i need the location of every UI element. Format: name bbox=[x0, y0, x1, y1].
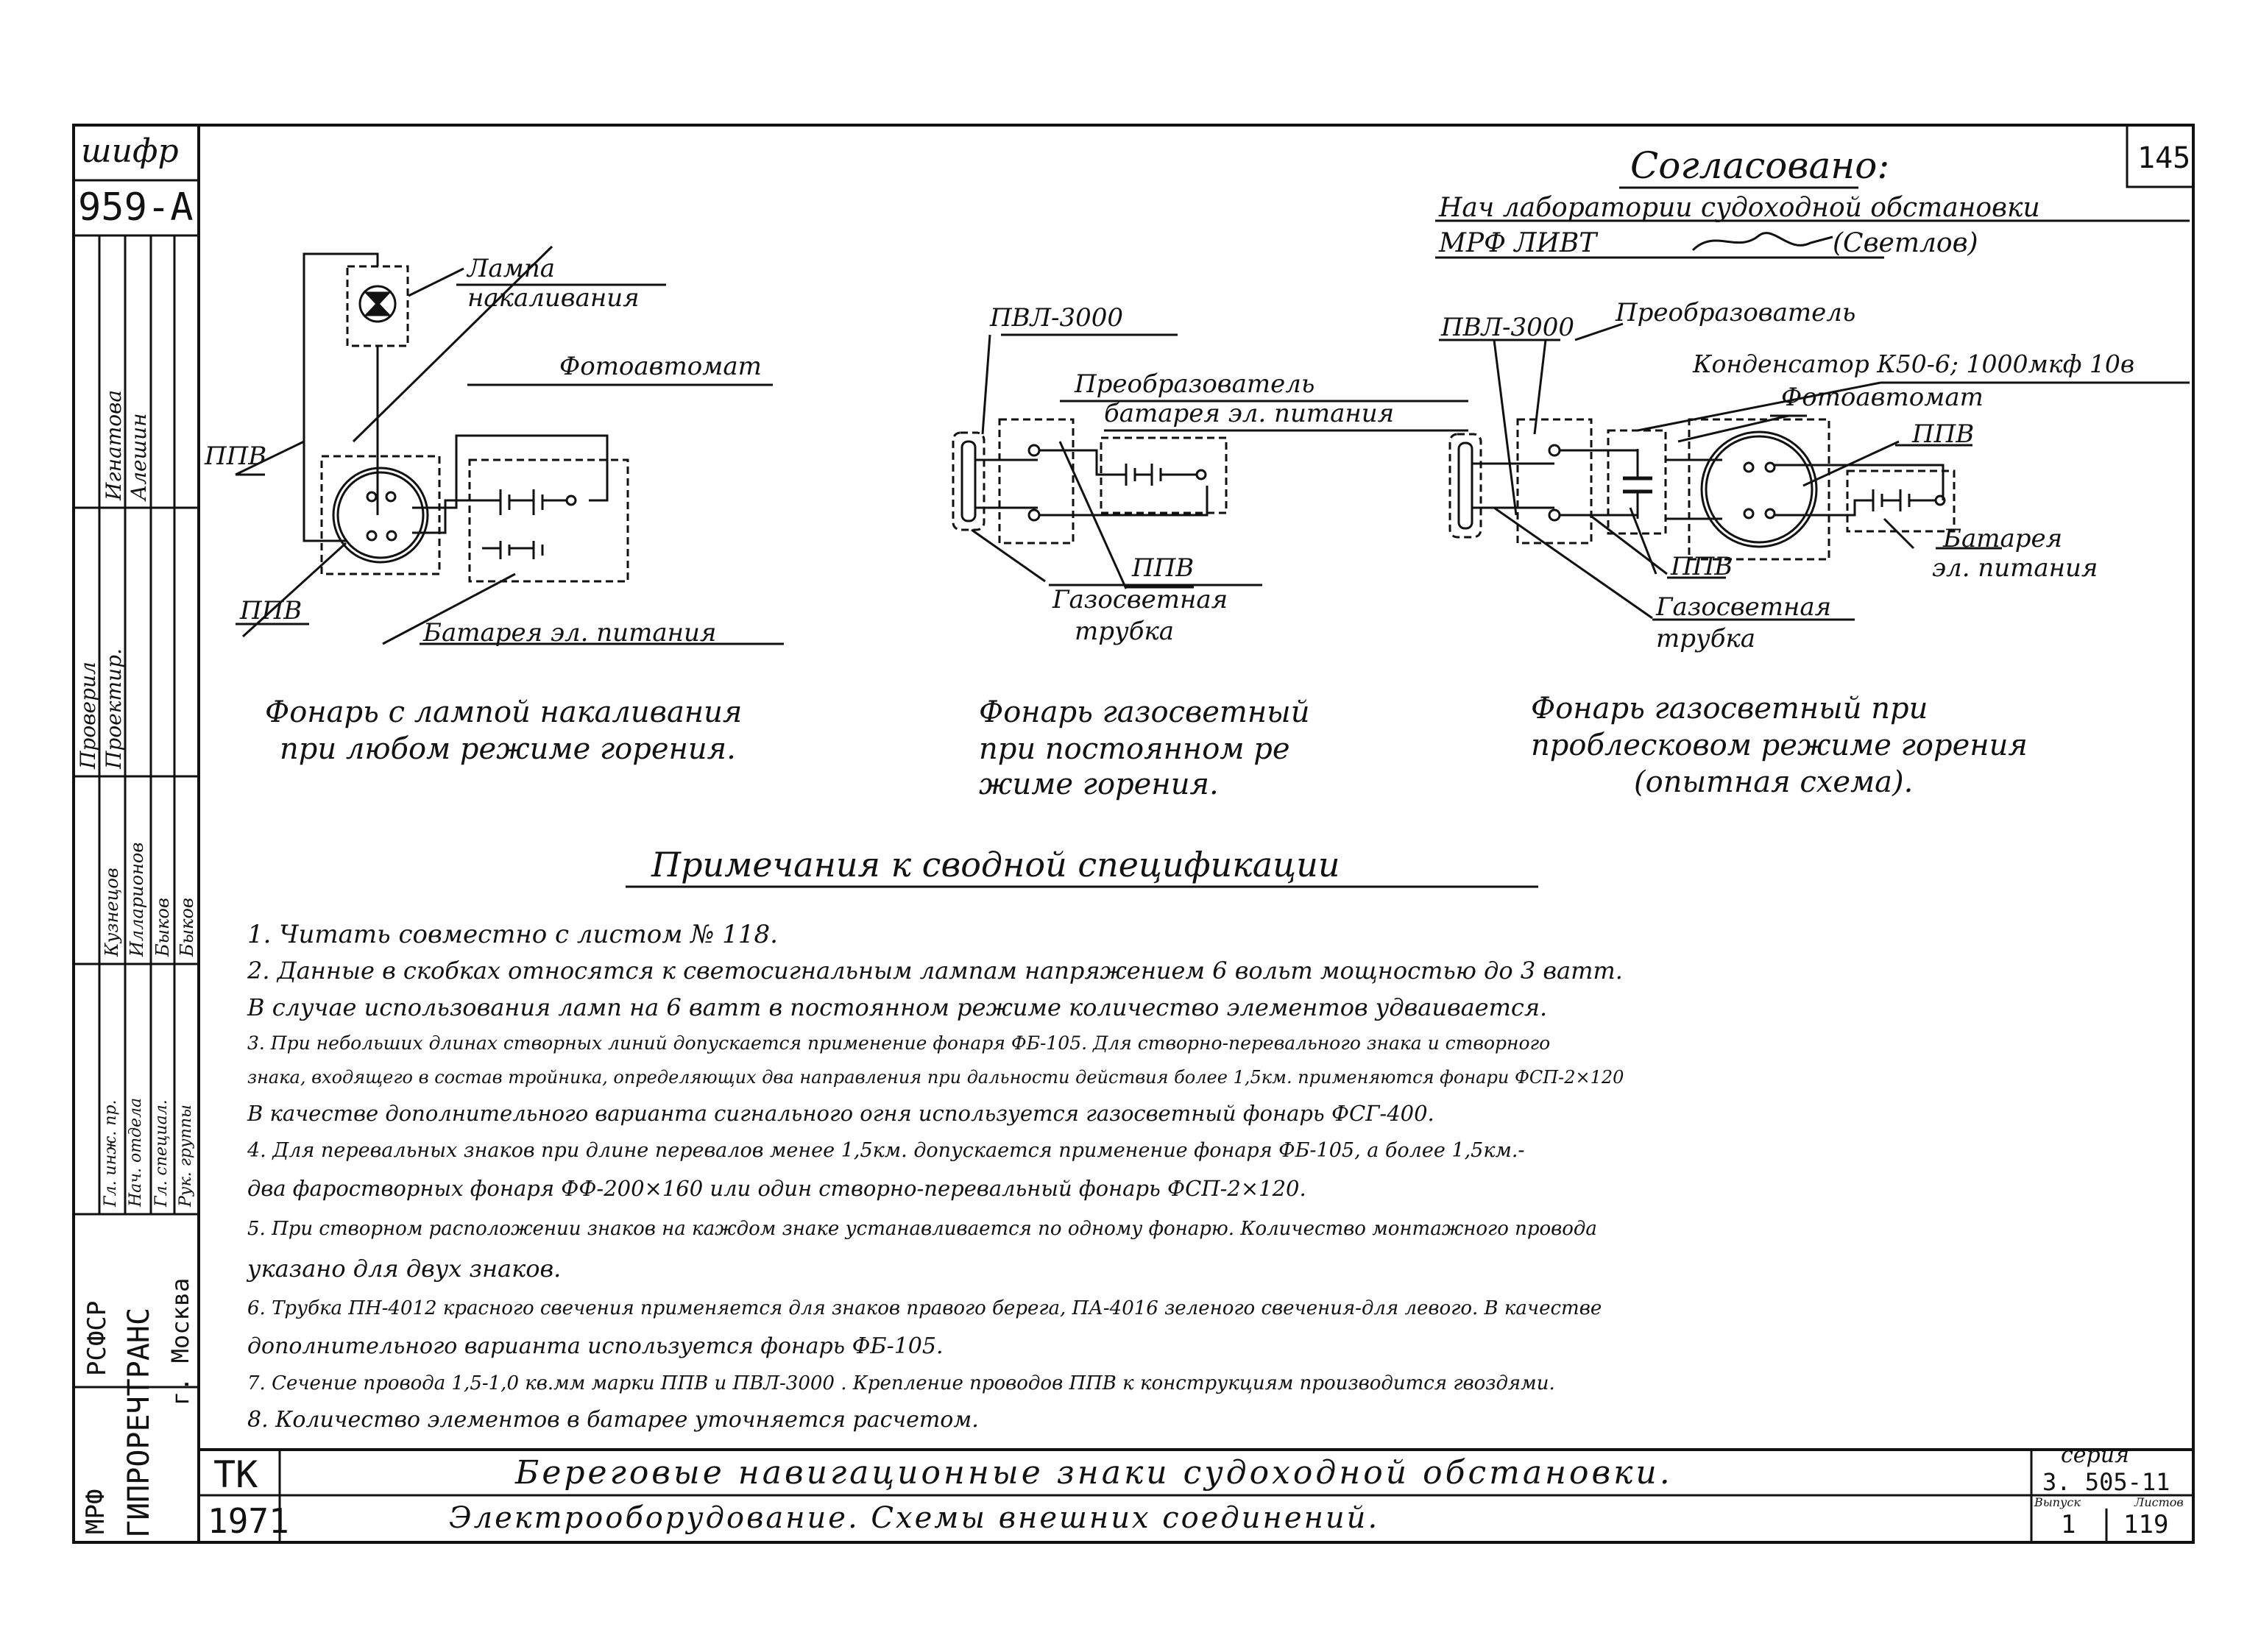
d1-lamp-label-1: Лампа bbox=[467, 254, 555, 283]
stamp-org-mrf: МРФ bbox=[81, 1489, 110, 1534]
stamp-role-checked: Проверил bbox=[76, 662, 100, 769]
stamp-org-giprorechtrans: ГИПРОРЕЧТРАНС bbox=[122, 1307, 156, 1538]
stamp-name-aleshin: Алешин bbox=[127, 413, 151, 500]
d3-pvl-label: ПВЛ-3000 bbox=[1441, 313, 1575, 342]
note-line-1: 1. Читать совместно с листом № 118. bbox=[247, 920, 778, 949]
d3-ppv-top: ППВ bbox=[1912, 419, 1975, 449]
approval-line-2: МРФ ЛИВТ bbox=[1439, 228, 1597, 258]
d1-lamp-label-2: накаливания bbox=[467, 283, 640, 313]
d3-caption-2: проблесковом режиме горения bbox=[1531, 728, 2028, 762]
d2-caption-2: при постоянном ре bbox=[979, 732, 1290, 766]
approval-line-1: Нач лаборатории судоходной обстановки bbox=[1439, 193, 2040, 223]
d2-caption-3: жиме горения. bbox=[979, 767, 1219, 801]
d1-ppv-top: ППВ bbox=[205, 442, 267, 471]
stamp-role-chief-engineer: Гл. инж. пр. bbox=[102, 1099, 120, 1207]
title-line-2: Электрооборудование. Схемы внешних соединений. bbox=[449, 1501, 1380, 1535]
d2-tube-1: Газосветная bbox=[1052, 585, 1228, 614]
d1-ppv-bottom: ППВ bbox=[240, 596, 302, 625]
d3-caption-3: (опытная схема). bbox=[1634, 765, 1914, 799]
d1-caption-1: Фонарь с лампой накаливания bbox=[265, 695, 743, 729]
note-line-5: знака, входящего в состав тройника, определяющих два направления при дальности действия более 1,5км. применяются фонари ФСП-2×120 bbox=[247, 1067, 1624, 1088]
d1-photo-label: Фотоавтомат bbox=[559, 352, 762, 381]
note-line-6: В качестве дополнительного варианта сигнального огня используется газосветный фонарь ФСГ-400. bbox=[247, 1101, 1434, 1126]
note-line-10: указано для двух знаков. bbox=[247, 1255, 562, 1283]
series-value: 3. 505-11 bbox=[2042, 1468, 2170, 1496]
d3-ppv-bottom: ППВ bbox=[1671, 552, 1733, 581]
note-line-7: 4. Для перевальных знаков при длине перевалов менее 1,5км. допускается применение фонаря ФБ-105, а более 1,5км.- bbox=[247, 1139, 1525, 1162]
d2-pvl-label: ПВЛ-3000 bbox=[990, 303, 1124, 333]
d2-tube-2: трубка bbox=[1075, 617, 1175, 646]
note-line-12: дополнительного варианта используется фонарь ФБ-105. bbox=[247, 1333, 944, 1359]
approval-name: (Светлов) bbox=[1833, 228, 1978, 258]
issue-value: 1 bbox=[2061, 1510, 2076, 1539]
d3-batt-2: эл. питания bbox=[1932, 553, 2098, 583]
note-line-11: 6. Трубка ПН-4012 красного свечения применяется для знаков правого берега, ПА-4016 зеленого свечения-для левого. В качестве bbox=[247, 1297, 1602, 1319]
approval-title: Согласовано: bbox=[1630, 144, 1890, 187]
note-line-9: 5. При створном расположении знаков на каждом знаке устанавливается по одному фонарю. Количество монтажного провода bbox=[247, 1218, 1597, 1240]
issue-label: Выпуск bbox=[2034, 1495, 2081, 1509]
stamp-name-ignatova: Игнатова bbox=[102, 389, 126, 500]
title-year: 1971 bbox=[208, 1501, 289, 1541]
stamp-role-dept-head: Нач. отдела bbox=[127, 1097, 145, 1207]
note-line-14: 8. Количество элементов в батарее уточняется расчетом. bbox=[247, 1407, 979, 1433]
d3-conv-label: Преобразователь bbox=[1616, 298, 1856, 327]
stamp-name-bykov-2: Быков bbox=[177, 898, 197, 957]
d2-conv-label: Преобразователь bbox=[1075, 369, 1315, 399]
page-number: 145 bbox=[2137, 141, 2191, 175]
sheets-label: Листов bbox=[2134, 1495, 2184, 1509]
d3-tube-2: трубка bbox=[1656, 624, 1756, 653]
title-tk: ТК bbox=[213, 1453, 258, 1496]
d1-caption-2: при любом режиме горения. bbox=[280, 732, 736, 766]
stamp-name-illarionov: Илларионов bbox=[127, 842, 147, 957]
stamp-org-rsfsr: РСФСР bbox=[82, 1300, 112, 1376]
note-line-3: В случае использования ламп на 6 ватт в постоянном режиме количество элементов удваивается. bbox=[247, 993, 1548, 1021]
stamp-role-designer: Проектир. bbox=[102, 648, 126, 769]
d2-batt-label: батарея эл. питания bbox=[1104, 399, 1395, 428]
notes-title: Примечания к сводной спецификации bbox=[651, 845, 1340, 885]
stamp-name-bykov-1: Быков bbox=[152, 898, 173, 957]
stamp-org-city: г. Москва bbox=[166, 1277, 194, 1405]
d3-tube-1: Газосветная bbox=[1656, 592, 1832, 622]
note-line-8: два фаростворных фонаря ФФ-200×160 или один створно-перевальный фонарь ФСП-2×120. bbox=[247, 1176, 1306, 1201]
d2-caption-1: Фонарь газосветный bbox=[979, 695, 1310, 729]
stamp-role-chief-specialist: Гл. специал. bbox=[152, 1099, 171, 1207]
sheets-value: 119 bbox=[2123, 1510, 2169, 1539]
shifr-code: 959-А bbox=[78, 185, 194, 230]
note-line-2: 2. Данные в скобках относятся к светосигнальным лампам напряжением 6 вольт мощностью до 3 ватт. bbox=[247, 957, 1623, 985]
d1-battery-label: Батарея эл. питания bbox=[423, 618, 717, 648]
note-line-13: 7. Сечение провода 1,5-1,0 кв.мм марки ППВ и ПВЛ-3000 . Крепление проводов ППВ к конструкциям производится гвоздями. bbox=[247, 1372, 1555, 1394]
d2-ppv-label: ППВ bbox=[1132, 553, 1195, 583]
d3-photo-label: Фотоавтомат bbox=[1781, 383, 1984, 412]
d3-batt-1: Батарея bbox=[1943, 524, 2063, 553]
stamp-name-kuznetsov: Кузнецов bbox=[102, 868, 122, 957]
d3-cap-label: Конденсатор К50-6; 1000мкф 10в bbox=[1693, 350, 2135, 378]
title-line-1: Береговые навигационные знаки судоходной обстановки. bbox=[515, 1454, 1673, 1492]
series-label: серия bbox=[2061, 1442, 2129, 1468]
note-line-4: 3. При небольших длинах створных линий допускается применение фонаря ФБ-105. Для створно-перевального знака и створного bbox=[247, 1032, 1551, 1054]
shifr-label: шифр bbox=[81, 132, 179, 170]
d3-caption-1: Фонарь газосветный при bbox=[1531, 692, 1928, 726]
stamp-role-group-head: Рук. группы bbox=[177, 1105, 195, 1207]
